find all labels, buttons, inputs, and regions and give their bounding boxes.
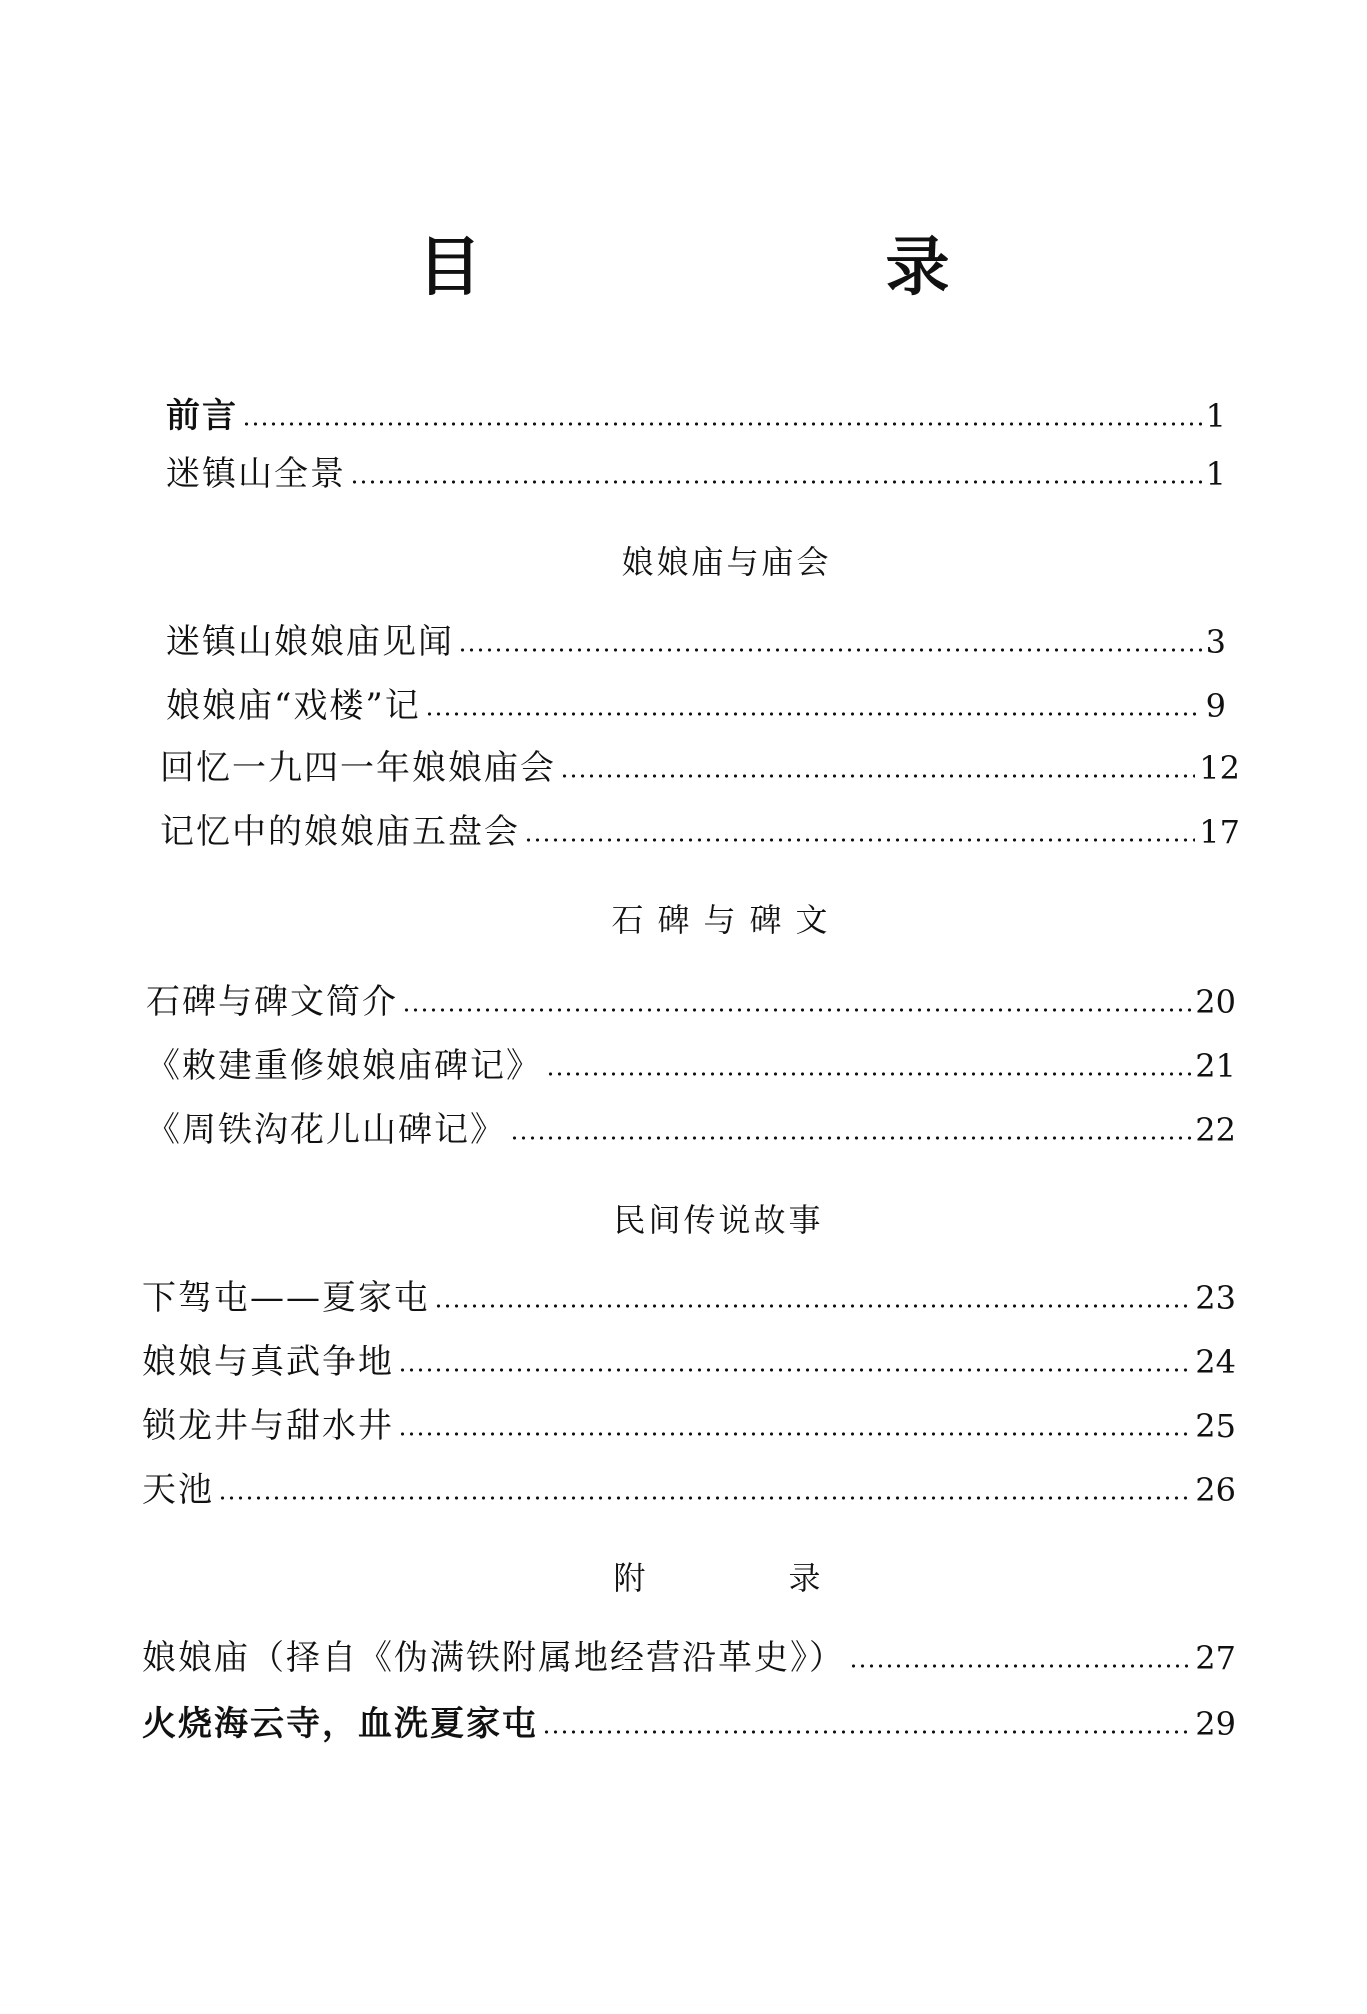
dot-leader xyxy=(398,1431,1191,1437)
toc-entry-label: 娘娘庙“戏楼”记 xyxy=(166,686,421,726)
dot-leader xyxy=(542,1729,1191,1735)
dot-leader xyxy=(524,837,1195,843)
dot-leader xyxy=(434,1303,1191,1309)
toc-entry-page: 24 xyxy=(1195,1343,1236,1381)
dot-leader xyxy=(242,421,1202,427)
toc-entry-page: 27 xyxy=(1195,1639,1236,1677)
toc-entry-page: 29 xyxy=(1195,1705,1236,1743)
toc-entry-page: 22 xyxy=(1195,1111,1236,1149)
section-heading: 民间传说故事 xyxy=(613,1201,824,1239)
toc-entry[interactable] xyxy=(160,746,1240,790)
toc-entry[interactable] xyxy=(142,1702,1236,1746)
toc-entry-page: 20 xyxy=(1195,983,1236,1021)
toc-entry-label: 天池 xyxy=(142,1470,214,1510)
toc-entry-page: 21 xyxy=(1195,1047,1236,1085)
dot-leader xyxy=(458,647,1202,653)
toc-entry-preface[interactable] xyxy=(166,394,1226,438)
page-title: 目 录 xyxy=(417,230,1120,305)
dot-leader xyxy=(350,479,1202,485)
toc-entry[interactable] xyxy=(166,620,1226,664)
toc-entry-label: 迷镇山娘娘庙见闻 xyxy=(166,622,454,662)
toc-entry-label: 火烧海云寺，血洗夏家屯 xyxy=(142,1704,538,1744)
dot-leader xyxy=(560,773,1195,779)
toc-entry-label: 石碑与碑文简介 xyxy=(146,982,398,1022)
toc-entry-page: 26 xyxy=(1195,1471,1236,1509)
toc-entry-page: 23 xyxy=(1195,1279,1236,1317)
section-heading: 附 录 xyxy=(613,1559,824,1597)
dot-leader xyxy=(849,1663,1191,1669)
toc-entry-panorama[interactable] xyxy=(166,452,1226,496)
dot-leader xyxy=(218,1495,1191,1501)
dot-leader xyxy=(402,1007,1191,1013)
toc-entry-page: 1 xyxy=(1205,397,1226,435)
toc-entry[interactable] xyxy=(142,1276,1236,1320)
toc-entry[interactable] xyxy=(166,684,1226,728)
toc-entry-label: 娘娘庙（择自《伪满铁附属地经营沿革史》） xyxy=(142,1638,845,1678)
section-heading: 石碑与碑文 xyxy=(611,901,842,939)
toc-entry-page: 1 xyxy=(1205,455,1226,493)
toc-entry[interactable] xyxy=(146,980,1236,1024)
toc-entry[interactable] xyxy=(142,1404,1236,1448)
toc-entry[interactable] xyxy=(142,1468,1236,1512)
toc-entry-page: 17 xyxy=(1199,813,1240,851)
toc-entry[interactable] xyxy=(142,1636,1236,1680)
toc-entry-page: 9 xyxy=(1205,687,1226,725)
toc-entry-page: 12 xyxy=(1199,749,1240,787)
toc-entry-label: 锁龙井与甜水井 xyxy=(142,1406,394,1446)
toc-entry[interactable] xyxy=(146,1108,1236,1152)
toc-entry-page: 3 xyxy=(1205,623,1226,661)
dot-leader xyxy=(510,1135,1191,1141)
toc-entry-page: 25 xyxy=(1195,1407,1236,1445)
dot-leader xyxy=(398,1367,1191,1373)
toc-entry[interactable] xyxy=(146,1044,1236,1088)
toc-entry-label: 回忆一九四一年娘娘庙会 xyxy=(160,748,556,788)
toc-entry[interactable] xyxy=(160,810,1240,854)
toc-entry[interactable] xyxy=(142,1340,1236,1384)
section-heading: 娘娘庙与庙会 xyxy=(621,543,832,581)
dot-leader xyxy=(425,711,1202,717)
toc-entry-label: 娘娘与真武争地 xyxy=(142,1342,394,1382)
toc-entry-label: 《周铁沟花儿山碑记》 xyxy=(146,1110,506,1150)
toc-entry-label: 下驾屯——夏家屯 xyxy=(142,1278,430,1318)
toc-entry-label: 迷镇山全景 xyxy=(166,454,346,494)
toc-entry-label: 前言 xyxy=(166,396,238,436)
toc-entry-label: 《敕建重修娘娘庙碑记》 xyxy=(146,1046,542,1086)
toc-entry-label: 记忆中的娘娘庙五盘会 xyxy=(160,812,520,852)
dot-leader xyxy=(546,1071,1191,1077)
